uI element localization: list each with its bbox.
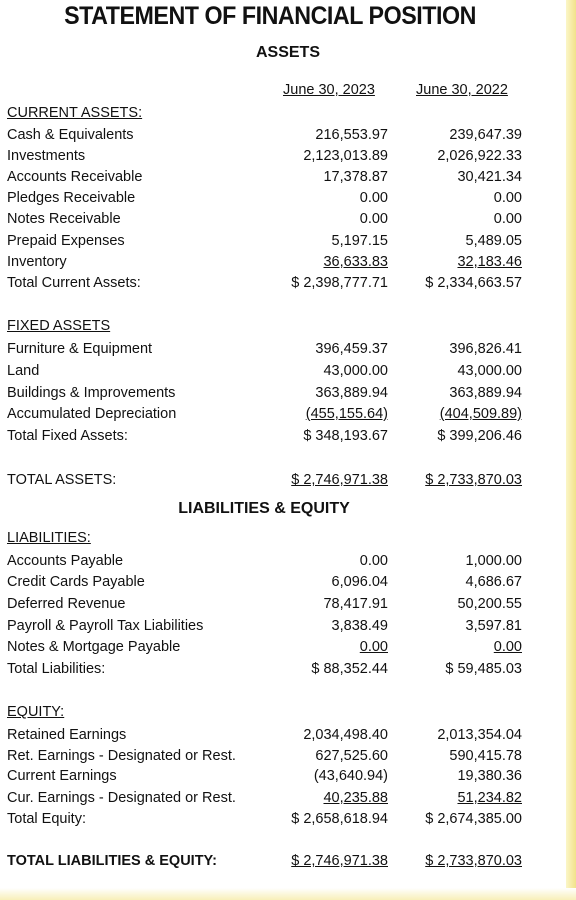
current-assets-heading xyxy=(0,105,560,126)
value-2022: 4,686.67 xyxy=(465,574,522,590)
value-2023: 0.00 xyxy=(359,639,388,655)
table-row xyxy=(0,233,560,254)
total-row xyxy=(0,428,560,449)
value-2022: 50,200.55 xyxy=(457,596,522,612)
row-label: Notes & Mortgage Payable xyxy=(7,639,181,655)
table-row xyxy=(0,574,560,595)
table-row xyxy=(0,211,560,232)
total-2022: $ 399,206.46 xyxy=(437,428,522,444)
value-2022: 1,000.00 xyxy=(465,553,522,569)
row-label: TOTAL LIABILITIES & EQUITY: xyxy=(7,853,217,869)
value-2023: 2,034,498.40 xyxy=(303,727,388,743)
value-2023: 78,417.91 xyxy=(323,596,388,612)
table-row xyxy=(0,169,560,190)
row-label: Retained Earnings xyxy=(7,727,127,743)
value-2022: 2,013,354.04 xyxy=(437,727,522,743)
total-2022: $ 2,733,870.03 xyxy=(425,853,522,869)
total-row xyxy=(0,661,560,682)
value-2023: 5,197.15 xyxy=(331,233,388,249)
row-label: Prepaid Expenses xyxy=(7,233,125,249)
table-row xyxy=(0,748,560,769)
row-label: TOTAL ASSETS: xyxy=(7,472,117,488)
page-bottom-edge xyxy=(0,888,576,900)
section-label: FIXED ASSETS xyxy=(7,318,111,334)
total-2022: $ 59,485.03 xyxy=(445,661,522,677)
equity-heading xyxy=(0,704,560,725)
row-label: Accumulated Depreciation xyxy=(7,406,177,422)
table-row xyxy=(0,254,560,275)
total-row xyxy=(0,811,560,832)
total-2022: $ 2,733,870.03 xyxy=(425,472,522,488)
value-2022: 0.00 xyxy=(493,190,522,206)
row-label: Total Current Assets: xyxy=(7,275,141,291)
value-2023: 0.00 xyxy=(359,211,388,227)
total-2023: $ 348,193.67 xyxy=(303,428,388,444)
table-row xyxy=(0,727,560,748)
section-label: LIABILITIES: xyxy=(7,530,91,546)
total-2022: $ 2,334,663.57 xyxy=(425,275,522,291)
value-2023: 6,096.04 xyxy=(331,574,388,590)
row-label: Notes Receivable xyxy=(7,211,121,227)
total-2023: $ 2,746,971.38 xyxy=(291,472,388,488)
table-row xyxy=(0,639,560,660)
value-2023: 216,553.97 xyxy=(315,127,388,143)
total-liabilities-equity-row xyxy=(0,853,560,874)
value-2022: 590,415.78 xyxy=(449,748,522,764)
table-row xyxy=(0,148,560,169)
total-row xyxy=(0,275,560,296)
row-label: Current Earnings xyxy=(7,768,117,784)
row-label: Inventory xyxy=(7,254,67,270)
assets-heading: ASSETS xyxy=(255,44,320,61)
table-row xyxy=(0,768,560,789)
row-label: Cur. Earnings - Designated or Rest. xyxy=(7,790,236,806)
value-2022: 0.00 xyxy=(493,639,522,655)
table-row xyxy=(0,790,560,811)
value-2022: 2,026,922.33 xyxy=(437,148,522,164)
value-2023: 17,378.87 xyxy=(323,169,388,185)
value-2022: 19,380.36 xyxy=(457,768,522,784)
total-2023: $ 88,352.44 xyxy=(311,661,388,677)
row-label: Buildings & Improvements xyxy=(7,385,176,401)
total-2022: $ 2,674,385.00 xyxy=(425,811,522,827)
value-2023: 36,633.83 xyxy=(323,254,388,270)
row-label: Total Liabilities: xyxy=(7,661,106,677)
row-label: Accounts Receivable xyxy=(7,169,143,185)
row-label: Total Fixed Assets: xyxy=(7,428,128,444)
table-row xyxy=(0,553,560,574)
value-2023: 2,123,013.89 xyxy=(303,148,388,164)
value-2022: 396,826.41 xyxy=(449,341,522,357)
value-2022: 30,421.34 xyxy=(457,169,522,185)
value-2023: 396,459.37 xyxy=(315,341,388,357)
column-header-2023: June 30, 2023 xyxy=(283,82,375,98)
row-label: Pledges Receivable xyxy=(7,190,136,206)
liabilities-equity-heading: LIABILITIES & EQUITY xyxy=(178,500,350,517)
value-2022: 5,489.05 xyxy=(465,233,522,249)
value-2023: 627,525.60 xyxy=(315,748,388,764)
value-2023: (43,640.94) xyxy=(313,768,388,784)
value-2023: 363,889.94 xyxy=(315,385,388,401)
value-2022: 3,597.81 xyxy=(465,618,522,634)
fixed-assets-heading xyxy=(0,318,560,339)
section-label: CURRENT ASSETS: xyxy=(7,105,143,121)
total-2023: $ 2,658,618.94 xyxy=(291,811,388,827)
total-2023: $ 2,398,777.71 xyxy=(291,275,388,291)
section-label: EQUITY: xyxy=(7,704,65,720)
value-2022: 0.00 xyxy=(493,211,522,227)
value-2023: 0.00 xyxy=(359,553,388,569)
table-row xyxy=(0,127,560,148)
row-label: Land xyxy=(7,363,40,379)
row-label: Accounts Payable xyxy=(7,553,124,569)
value-2022: 363,889.94 xyxy=(449,385,522,401)
page-edge xyxy=(566,0,576,900)
table-row xyxy=(0,406,560,427)
column-header-2022: June 30, 2022 xyxy=(416,82,508,98)
row-label: Cash & Equivalents xyxy=(7,127,134,143)
value-2023: 3,838.49 xyxy=(331,618,388,634)
value-2023: 40,235.88 xyxy=(323,790,388,806)
statement-title: STATEMENT OF FINANCIAL POSITION xyxy=(64,2,476,30)
table-row xyxy=(0,341,560,362)
row-label: Total Equity: xyxy=(7,811,86,827)
total-assets-row xyxy=(0,472,560,493)
value-2022: 32,183.46 xyxy=(457,254,522,270)
value-2023: 43,000.00 xyxy=(323,363,388,379)
row-label: Ret. Earnings - Designated or Rest. xyxy=(7,748,236,764)
value-2022: 43,000.00 xyxy=(457,363,522,379)
total-2023: $ 2,746,971.38 xyxy=(291,853,388,869)
row-label: Deferred Revenue xyxy=(7,596,126,612)
row-label: Furniture & Equipment xyxy=(7,341,153,357)
value-2022: 239,647.39 xyxy=(449,127,522,143)
table-row xyxy=(0,596,560,617)
table-row xyxy=(0,190,560,211)
row-label: Payroll & Payroll Tax Liabilities xyxy=(7,618,204,634)
row-label: Credit Cards Payable xyxy=(7,574,145,590)
row-label: Investments xyxy=(7,148,86,164)
value-2022: (404,509.89) xyxy=(439,406,522,422)
value-2023: 0.00 xyxy=(359,190,388,206)
table-row xyxy=(0,363,560,384)
table-row xyxy=(0,618,560,639)
table-row xyxy=(0,385,560,406)
liabilities-heading xyxy=(0,530,560,551)
value-2022: 51,234.82 xyxy=(457,790,522,806)
value-2023: (455,155.64) xyxy=(305,406,388,422)
